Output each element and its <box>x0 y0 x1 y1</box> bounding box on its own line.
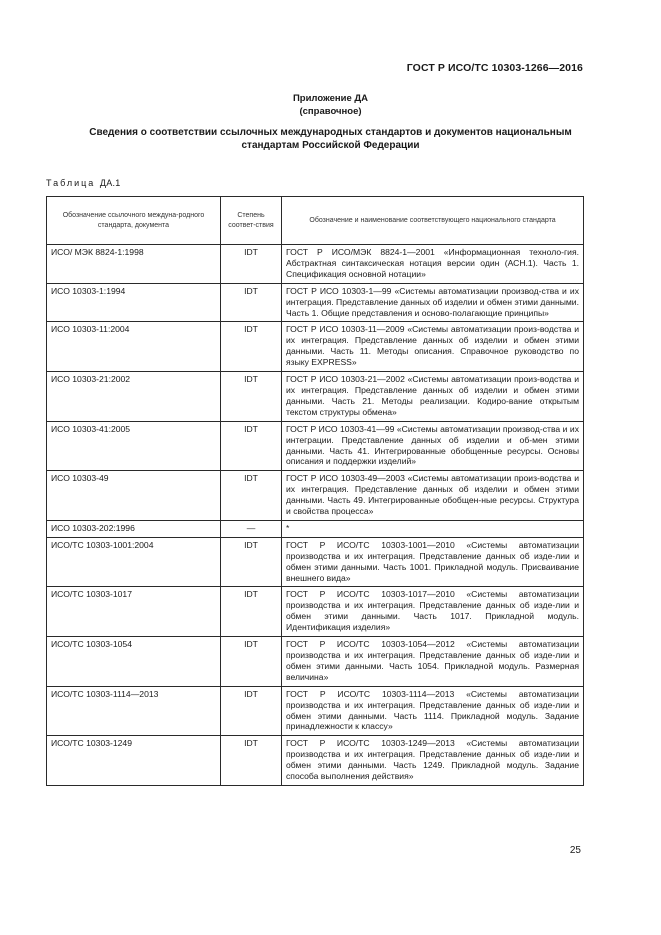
reference-standard-cell: ИСО 10303-11:2004 <box>47 322 221 372</box>
national-standard-cell: ГОСТ Р ИСО 10303-1—99 «Системы автоматизации производ-ства и их интеграция. Представление данных об изделии и обмен этими данными. Часть 1. Общие представления и осново-полагающие принципы» <box>282 283 584 322</box>
header-reference-standard: Обозначение ссылочного междуна-родного стандарта, документа <box>47 197 221 245</box>
annex-title-block <box>0 92 661 118</box>
table-row <box>47 587 584 637</box>
page-number: 25 <box>569 845 581 856</box>
reference-standard-cell: ИСО/ТС 10303-1054 <box>47 637 221 687</box>
degree-cell: IDT <box>221 322 282 372</box>
table-caption <box>46 178 121 188</box>
header-national-standard: Обозначение и наименование соответствующего национального стандарта <box>282 197 584 245</box>
table-row <box>47 283 584 322</box>
table-caption-label: Таблица <box>46 178 96 188</box>
degree-cell: IDT <box>221 537 282 587</box>
degree-cell: IDT <box>221 421 282 471</box>
table-row <box>47 421 584 471</box>
reference-standard-cell: ИСО/ТС 10303-1001:2004 <box>47 537 221 587</box>
table-body <box>47 245 584 786</box>
reference-standard-cell: ИСО/ТС 10303-1114—2013 <box>47 686 221 736</box>
document-code: ГОСТ Р ИСО/ТС 10303-1266—2016 <box>406 62 583 74</box>
degree-cell: IDT <box>221 283 282 322</box>
degree-cell: IDT <box>221 471 282 521</box>
table-row <box>47 537 584 587</box>
national-standard-cell: ГОСТ Р ИСО 10303-11—2009 «Системы автоматизации произ-водства и их интеграция. Представление данных об изделии и обмен этими данными. Часть 11. Методы описания. Справочное руководство по языку EXPRESS» <box>282 322 584 372</box>
national-standard-cell: ГОСТ Р ИСО/ТС 10303-1114—2013 «Системы автоматизации производства и их интеграция. Представление данных об изде-лии и обмен этими данными. Часть 1114. Прикладной модуль. Задание принадлежности к классу» <box>282 686 584 736</box>
section-heading-line-1: Сведения о соответствии ссылочных международных стандартов и документов национальным <box>89 127 572 138</box>
national-standard-cell: ГОСТ Р ИСО/МЭК 8824-1—2001 «Информационная техноло-гия. Абстрактная синтаксическая нотация версии один (АСН.1). Часть 1. Спецификация основной нотации» <box>282 245 584 284</box>
reference-standard-cell: ИСО 10303-41:2005 <box>47 421 221 471</box>
degree-cell: IDT <box>221 587 282 637</box>
table-row <box>47 686 584 736</box>
reference-standard-cell: ИСО/ МЭК 8824-1:1998 <box>47 245 221 284</box>
reference-standard-cell: ИСО 10303-1:1994 <box>47 283 221 322</box>
section-heading-line-2: стандартам Российской Федерации <box>241 140 420 151</box>
table-row <box>47 520 584 537</box>
degree-cell: IDT <box>221 736 282 786</box>
national-standard-cell: ГОСТ Р ИСО/ТС 10303-1249—2013 «Системы автоматизации производства и их интеграция. Представление данных об изде-лии и обмен этими данными. Часть 1249. Прикладной модуль. Задание способа выполнения действия» <box>282 736 584 786</box>
national-standard-cell: ГОСТ Р ИСО 10303-41—99 «Системы автоматизации производ-ства и их интеграции. Представление данных об изделии и об-мен этими данными. Часть 41. Интегрированные обобщенные ресурсы. Основы описания и поддержки изделий» <box>282 421 584 471</box>
table-row <box>47 322 584 372</box>
degree-cell: — <box>221 520 282 537</box>
table-caption-number: ДА.1 <box>99 178 121 188</box>
degree-cell: IDT <box>221 686 282 736</box>
reference-standard-cell: ИСО 10303-202:1996 <box>47 520 221 537</box>
national-standard-cell: ГОСТ Р ИСО 10303-49—2003 «Системы автоматизации произ-водства и их интеграция. Представление данных об изделии и обмен этими данными. Часть 49. Интегрированные обобщен-ные ресурсы. Структура и свойства процесса» <box>282 471 584 521</box>
correspondence-table <box>46 196 584 786</box>
header-degree-of-correspondence: Степень соответ-ствия <box>221 197 282 245</box>
national-standard-cell: ГОСТ Р ИСО 10303-21—2002 «Системы автоматизации произ-водства и их интеграция. Представление данных об изделии и обмен этими данными. Часть 21. Методы реализации. Кодиро-вание открытым текстом структуры обмена» <box>282 372 584 422</box>
table-header-row <box>47 197 584 245</box>
degree-cell: IDT <box>221 245 282 284</box>
reference-standard-cell: ИСО/ТС 10303-1249 <box>47 736 221 786</box>
reference-standard-cell: ИСО 10303-49 <box>47 471 221 521</box>
section-heading <box>40 126 621 152</box>
table-row <box>47 736 584 786</box>
degree-cell: IDT <box>221 372 282 422</box>
annex-subtitle: (справочное) <box>299 106 362 117</box>
reference-standard-cell: ИСО/ТС 10303-1017 <box>47 587 221 637</box>
table-row <box>47 245 584 284</box>
reference-standard-cell: ИСО 10303-21:2002 <box>47 372 221 422</box>
national-standard-cell: ГОСТ Р ИСО/ТС 10303-1001—2010 «Системы автоматизации производства и их интеграция. Представление данных об изде-лии и обмен этими данными. Часть 1001. Прикладной модуль. Присваивание внешнего вида» <box>282 537 584 587</box>
national-standard-cell: ГОСТ Р ИСО/ТС 10303-1054—2012 «Системы автоматизации производства и их интеграция. Представление данных об изде-лии и обмен этими данными. Часть 1054. Прикладной модуль. Размерная величина» <box>282 637 584 687</box>
table-row <box>47 637 584 687</box>
annex-title: Приложение ДА <box>292 93 369 104</box>
national-standard-cell: ГОСТ Р ИСО/ТС 10303-1017—2010 «Системы автоматизации производства и их интеграция. Представление данных об изде-лии и обмен этими данными. Часть 1017. Прикладной модуль. Идентификация изделия» <box>282 587 584 637</box>
degree-cell: IDT <box>221 637 282 687</box>
table-row <box>47 471 584 521</box>
table-row <box>47 372 584 422</box>
national-standard-cell: * <box>282 520 584 537</box>
